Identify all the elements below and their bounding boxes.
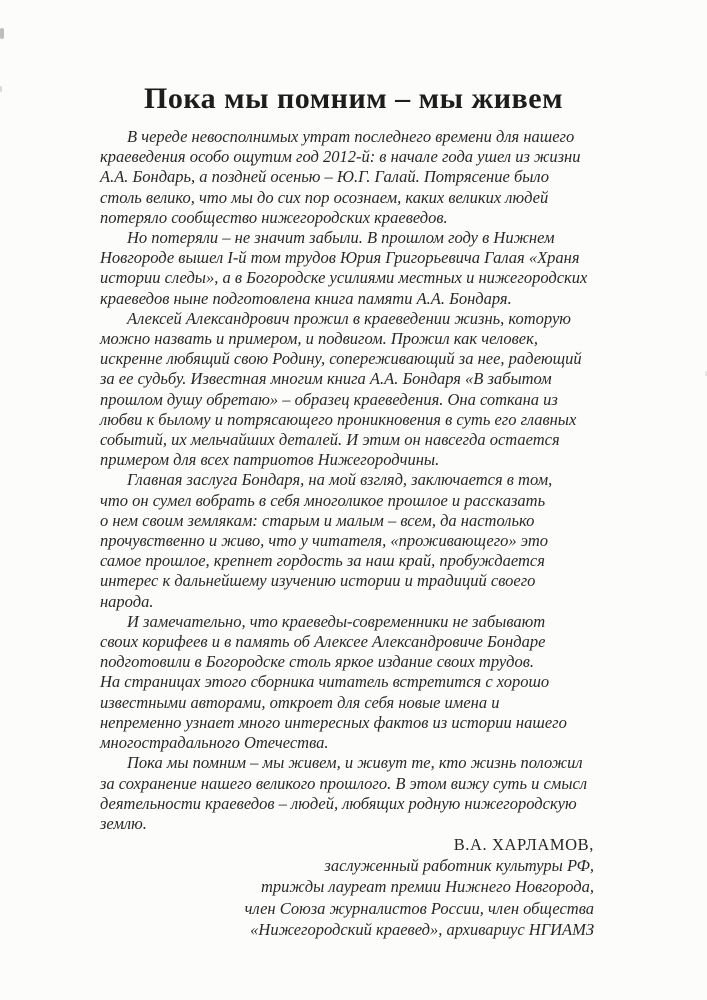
text-line: истории следы», а в Богородске усилиями местных и нижегородских xyxy=(100,268,588,288)
signature-credential-line: трижды лауреат премии Нижнего Новгорода, xyxy=(260,877,594,897)
text-line: прочувственно и живо, что у читателя, «проживающего» это xyxy=(100,531,548,551)
text-line: самое прошлое, крепнет гордость за наш край, пробуждается xyxy=(100,551,545,571)
text-line: Главная заслуга Бондаря, на мой взгляд, заключается в том, xyxy=(127,470,553,490)
text-line: А.А. Бондарь, а поздней осенью – Ю.Г. Галай. Потрясение было xyxy=(100,167,550,187)
text-line: известными авторами, откроет для себя новые имена и xyxy=(100,692,500,712)
paragraph xyxy=(100,228,605,309)
text-line: землю. xyxy=(100,813,147,833)
paragraph xyxy=(100,470,605,611)
text-line: за ее судьбу. Известная многим книга А.А. Бондаря «В забытом xyxy=(100,369,552,389)
signature-lines xyxy=(245,855,594,940)
text-line: примером для всех патриотов Нижегородчины. xyxy=(100,450,440,470)
text-line: прошлом душу обретаю» – образец краеведения. Она соткана из xyxy=(100,389,558,409)
text-line: На страницах этого сборника читатель встретится с хорошо xyxy=(100,672,550,692)
text-line: Но потеряли – не значит забыли. В прошлом году в Нижнем xyxy=(127,228,555,248)
text-line: краеведов ныне подготовлена книга памяти А.А. Бондаря. xyxy=(100,288,512,308)
signature-block xyxy=(245,834,594,940)
text-line: событий, их мельчайших деталей. И этим он навсегда остается xyxy=(100,430,560,450)
signature-credential-line: «Нижегородский краевед», архивариус НГИАМЗ xyxy=(250,919,594,939)
text-line: краеведения особо ощутим год 2012-й: в начале года ушел из жизни xyxy=(100,147,581,167)
text-line: интерес к дальнейшему изучению истории и традиций своего xyxy=(100,571,536,591)
text-line: Алексей Александрович прожил в краеведении жизнь, которую xyxy=(127,308,571,328)
text-line: многострадального Отечества. xyxy=(100,733,329,753)
text-line: В череде невосполнимых утрат последнего времени для нашего xyxy=(127,127,575,146)
signature-credential-line: заслуженный работник культуры РФ, xyxy=(324,856,594,876)
scan-artifact xyxy=(0,28,4,39)
text-line: за сохранение нашего великого прошлого. В этом вижу суть и смысл xyxy=(100,773,588,793)
paragraph xyxy=(100,127,605,228)
text-line: своих корифеев и в память об Алексее Александровиче Бондаре xyxy=(100,632,546,652)
paragraph xyxy=(100,612,605,753)
text-line: искренне любящий свою Родину, сопереживающий за нее, радеющий xyxy=(100,349,582,369)
paragraph xyxy=(100,309,605,471)
text-line: Пока мы помним – мы живем, и живут те, кто жизнь положил xyxy=(127,753,583,773)
text-line: И замечательно, что краеведы-современники не забывают xyxy=(127,611,546,631)
signature-credential-line: член Союза журналистов России, член общества xyxy=(244,898,594,918)
text-line: любви к былому и потрясающего проникновения в суть его главных xyxy=(100,409,577,429)
text-line: потеряло сообщество нижегородских краеведов. xyxy=(100,207,448,227)
text-line: народа. xyxy=(100,591,154,611)
text-line: непременно узнает много интересных фактов из истории нашего xyxy=(100,712,567,732)
paragraph xyxy=(100,753,605,834)
signature-name: В.А. ХАРЛАМОВ, xyxy=(453,835,594,854)
text-line: деятельности краеведов – людей, любящих родную нижегородскую xyxy=(100,793,577,813)
page-title: Пока мы помним – мы живем xyxy=(143,82,564,115)
text-line: Новгороде вышел I-й том трудов Юрия Григорьевича Галая «Храня xyxy=(100,248,580,268)
article-body xyxy=(100,127,605,834)
text-line: что он сумел вобрать в себя многоликое прошлое и рассказать xyxy=(100,490,546,510)
text-line: столь велико, что мы до сих пор осознаем, каких великих людей xyxy=(100,187,549,207)
text-line: можно назвать и примером, и подвигом. Прожил как человек, xyxy=(100,329,538,349)
text-line: о нем своим землякам: старым и малым – всем, да настолько xyxy=(100,510,535,530)
text-line: подготовили в Богородске столь яркое издание своих трудов. xyxy=(100,652,535,672)
